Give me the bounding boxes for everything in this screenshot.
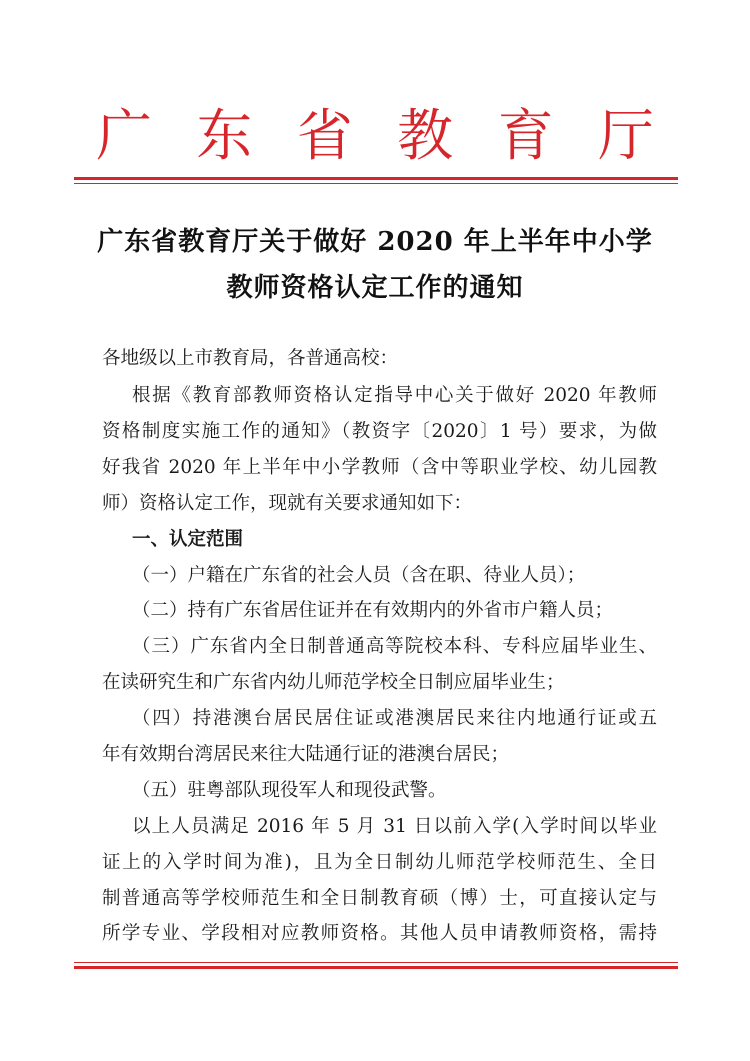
masthead xyxy=(0,102,750,172)
section-heading: 一、认定范围 xyxy=(132,529,244,550)
list-item: （二）持有广东省居住证并在有效期内的外省市户籍人员； xyxy=(132,600,614,621)
list-item-continuation: 在读研究生和广东省内幼儿师范学校全日制应届毕业生； xyxy=(102,672,565,693)
body-line: 以上人员满足 2016 年 5 月 31 日以前入学(入学时间以毕业 xyxy=(132,816,657,837)
list-item: （五）驻粤部队现役军人和现役武警。 xyxy=(132,780,447,801)
document-title-line-1: 广东省教育厅关于做好 2020 年上半年中小学 xyxy=(97,227,653,257)
salutation: 各地级以上市教育局，各普通高校： xyxy=(102,348,399,369)
body-line: 师）资格认定工作，现就有关要求通知如下： xyxy=(102,493,473,514)
body-line: 根据《教育部教师资格认定指导中心关于做好 2020 年教师 xyxy=(132,385,657,406)
footer-divider-thin xyxy=(74,962,678,963)
body-line: 资格制度实施工作的通知》（教资字〔2020〕1 号）要求，为做 xyxy=(102,421,657,442)
document-title-line-2: 教师资格认定工作的通知 xyxy=(226,273,524,303)
footer-divider-thick xyxy=(74,966,678,969)
body-line: 证上的入学时间为准)，且为全日制幼儿师范学校师范生、全日 xyxy=(102,852,657,873)
masthead-char: 广 xyxy=(96,104,152,169)
list-item: （一）户籍在广东省的社会人员（含在职、待业人员）； xyxy=(132,565,586,586)
masthead-divider-thick xyxy=(74,177,678,180)
list-item: （四）持港澳台居民居住证或港澳居民来往内地通行证或五 xyxy=(132,708,657,729)
body-line: 所学专业、学段相对应教师资格。其他人员申请教师资格，需持 xyxy=(102,923,657,944)
masthead-char: 教 xyxy=(397,104,454,169)
masthead-char: 厅 xyxy=(597,104,654,169)
masthead-char: 省 xyxy=(296,104,353,169)
masthead-divider-thin xyxy=(74,183,678,184)
body-line: 好我省 2020 年上半年中小学教师（含中等职业学校、幼儿园教 xyxy=(102,457,657,478)
list-item: （三）广东省内全日制普通高等院校本科、专科应届毕业生、 xyxy=(132,636,657,657)
masthead-char: 育 xyxy=(497,104,554,169)
body-line: 制普通高等学校师范生和全日制教育硕（博）士，可直接认定与 xyxy=(102,888,657,909)
list-item-continuation: 年有效期台湾居民来往大陆通行证的港澳台居民； xyxy=(102,744,510,765)
masthead-char: 东 xyxy=(196,104,253,169)
